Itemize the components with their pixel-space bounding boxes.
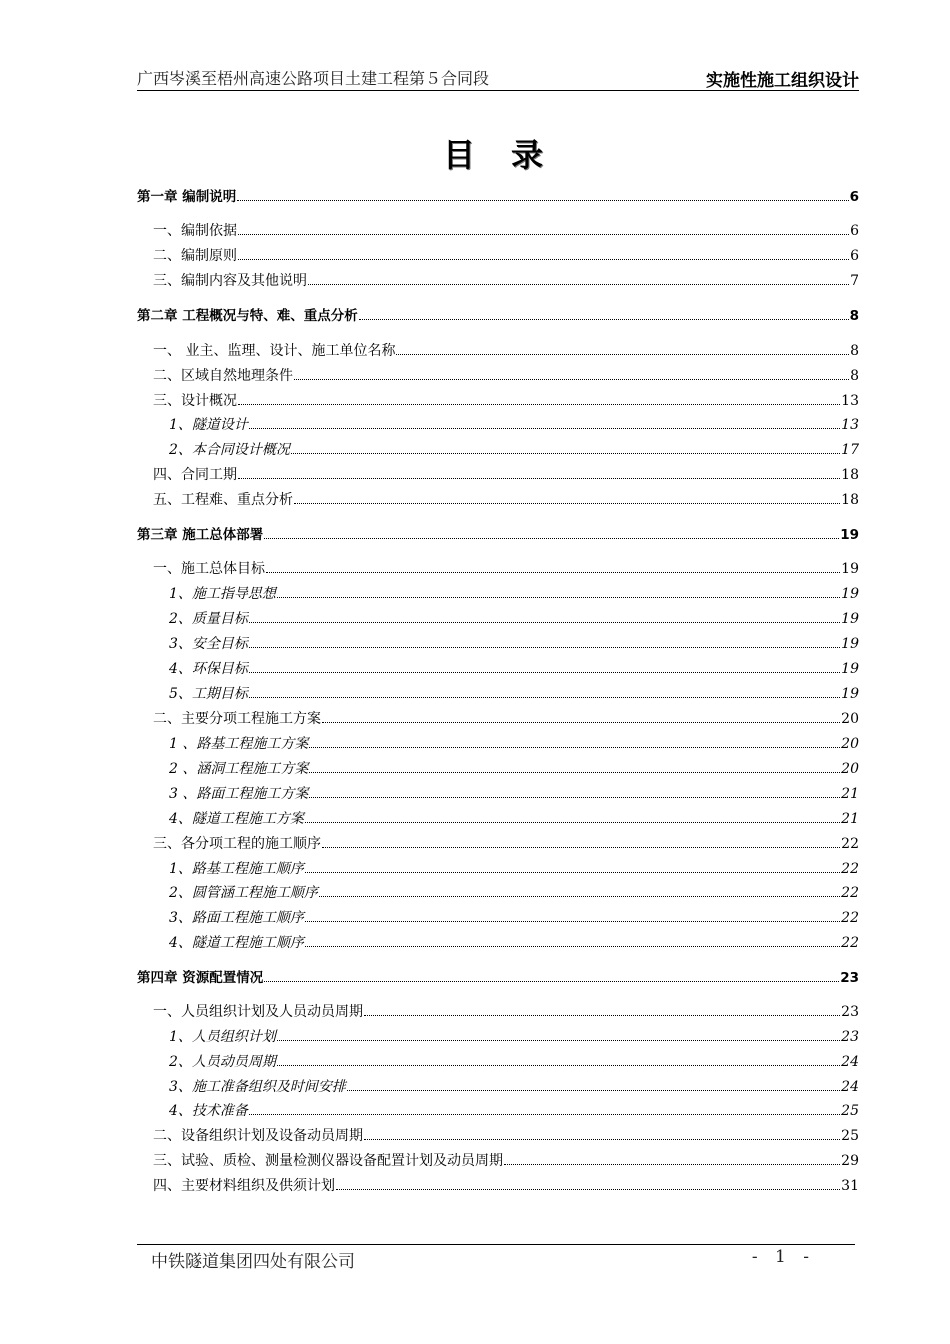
toc-dot-leader — [249, 1114, 840, 1115]
toc-dot-leader — [277, 597, 840, 598]
toc-entry-page-number: 23 — [841, 1004, 859, 1020]
toc-section-entry[interactable] — [137, 220, 859, 240]
toc-subsection-entry[interactable] — [137, 683, 859, 703]
toc-entry-label: 4、技术准备 — [169, 1103, 248, 1119]
toc-entry-label: 1、隧道设计 — [169, 417, 248, 433]
toc-entry-page-number: 19 — [841, 686, 859, 702]
toc-entry-label: 二、区域自然地理条件 — [153, 368, 293, 384]
toc-section-entry[interactable] — [137, 464, 859, 484]
toc-entry-label: 5、工期目标 — [169, 686, 248, 702]
toc-dot-leader — [504, 1164, 840, 1165]
toc-entry-page-number: 31 — [841, 1178, 859, 1194]
toc-entry-label: 三、试验、质检、测量检测仪器设备配置计划及动员周期 — [153, 1153, 503, 1169]
toc-entry-page-number: 8 — [849, 308, 859, 324]
toc-entry-label: 3、路面工程施工顺序 — [169, 910, 304, 926]
toc-dot-leader — [396, 354, 849, 355]
toc-dot-leader — [238, 404, 840, 405]
toc-entry-page-number: 18 — [841, 467, 859, 483]
toc-entry-label: 一、 业主、监理、设计、施工单位名称 — [153, 343, 396, 359]
header-document-type: 实施性施工组织设计 — [706, 71, 859, 91]
toc-dot-leader — [359, 319, 849, 320]
toc-entry-page-number: 19 — [841, 661, 859, 677]
toc-subsection-entry[interactable] — [137, 1076, 859, 1096]
toc-section-entry[interactable] — [137, 365, 859, 385]
toc-entry-label: 3 、路面工程施工方案 — [169, 786, 309, 802]
toc-entry-label: 4、隧道工程施工顺序 — [169, 935, 304, 951]
toc-entry-label: 1、人员组织计划 — [169, 1029, 276, 1045]
toc-subsection-entry[interactable] — [137, 1051, 859, 1071]
toc-dot-leader — [305, 921, 840, 922]
toc-dot-leader — [294, 503, 840, 504]
toc-entry-page-number: 25 — [841, 1103, 859, 1119]
toc-subsection-entry[interactable] — [137, 808, 859, 828]
toc-section-entry[interactable] — [137, 833, 859, 853]
toc-dot-leader — [264, 981, 839, 982]
page-header — [137, 62, 859, 91]
toc-dot-leader — [249, 697, 840, 698]
toc-dot-leader — [249, 428, 840, 429]
toc-entry-label: 第二章 工程概况与特、难、重点分析 — [137, 308, 358, 324]
toc-subsection-entry[interactable] — [137, 907, 859, 927]
toc-section-entry[interactable] — [137, 489, 859, 509]
toc-entry-page-number: 13 — [841, 417, 859, 433]
toc-entry-label: 二、主要分项工程施工方案 — [153, 711, 321, 727]
toc-subsection-entry[interactable] — [137, 633, 859, 653]
toc-entry-label: 2、质量目标 — [169, 611, 248, 627]
toc-subsection-entry[interactable] — [137, 608, 859, 628]
toc-dot-leader — [309, 747, 840, 748]
toc-dot-leader — [305, 946, 840, 947]
toc-entry-page-number: 22 — [841, 836, 859, 852]
toc-entry-page-number: 8 — [850, 343, 859, 359]
toc-entry-page-number: 22 — [841, 910, 859, 926]
toc-dot-leader — [291, 453, 840, 454]
toc-dot-leader — [308, 284, 849, 285]
toc-chapter-entry[interactable] — [137, 967, 859, 987]
toc-chapter-entry[interactable] — [137, 524, 859, 544]
toc-dot-leader — [319, 896, 840, 897]
toc-entry-label: 三、编制内容及其他说明 — [153, 273, 307, 289]
toc-dot-leader — [294, 379, 849, 380]
toc-subsection-entry[interactable] — [137, 758, 859, 778]
toc-entry-label: 1 、路基工程施工方案 — [169, 736, 309, 752]
toc-entry-label: 1、路基工程施工顺序 — [169, 861, 304, 877]
toc-chapter-entry[interactable] — [137, 186, 859, 206]
toc-subsection-entry[interactable] — [137, 733, 859, 753]
toc-entry-label: 2、圆管涵工程施工顺序 — [169, 885, 318, 901]
toc-subsection-entry[interactable] — [137, 658, 859, 678]
toc-section-entry[interactable] — [137, 1175, 859, 1195]
toc-dot-leader — [336, 1189, 840, 1190]
toc-entry-page-number: 29 — [841, 1153, 859, 1169]
toc-entry-page-number: 17 — [841, 442, 859, 458]
toc-section-entry[interactable] — [137, 1001, 859, 1021]
toc-entry-page-number: 19 — [841, 636, 859, 652]
toc-entry-label: 1、施工指导思想 — [169, 586, 276, 602]
toc-entry-label: 2、人员动员周期 — [169, 1054, 276, 1070]
toc-entry-page-number: 6 — [850, 248, 859, 264]
toc-section-entry[interactable] — [137, 1150, 859, 1170]
toc-entry-page-number: 24 — [841, 1054, 859, 1070]
toc-subsection-entry[interactable] — [137, 439, 859, 459]
toc-entry-page-number: 19 — [841, 611, 859, 627]
toc-entry-label: 第四章 资源配置情况 — [137, 970, 264, 986]
toc-dot-leader — [364, 1139, 840, 1140]
toc-entry-label: 一、施工总体目标 — [153, 561, 265, 577]
toc-subsection-entry[interactable] — [137, 858, 859, 878]
toc-entry-page-number: 21 — [841, 811, 859, 827]
toc-dot-leader — [249, 647, 840, 648]
toc-entry-label: 第三章 施工总体部署 — [137, 527, 264, 543]
toc-entry-page-number: 19 — [841, 586, 859, 602]
toc-entry-page-number: 22 — [841, 935, 859, 951]
toc-entry-page-number: 25 — [841, 1128, 859, 1144]
toc-entry-page-number: 19 — [840, 527, 859, 543]
toc-entry-page-number: 20 — [841, 711, 859, 727]
toc-entry-page-number: 24 — [841, 1079, 859, 1095]
toc-dot-leader — [305, 822, 840, 823]
toc-section-entry[interactable] — [137, 270, 859, 290]
toc-subsection-entry[interactable] — [137, 783, 859, 803]
toc-dot-leader — [238, 234, 849, 235]
toc-subsection-entry[interactable] — [137, 1100, 859, 1120]
toc-title: 目录 — [442, 136, 579, 174]
toc-entry-label: 三、各分项工程的施工顺序 — [153, 836, 321, 852]
footer-company-name: 中铁隧道集团四处有限公司 — [151, 1252, 355, 1272]
toc-entry-label: 3、施工准备组织及时间安排 — [169, 1079, 346, 1095]
toc-chapter-entry[interactable] — [137, 305, 859, 325]
toc-dot-leader — [322, 847, 840, 848]
toc-entry-page-number: 7 — [850, 273, 859, 289]
toc-dot-leader — [322, 722, 840, 723]
toc-dot-leader — [309, 772, 840, 773]
toc-entry-label: 2 、涵洞工程施工方案 — [169, 761, 309, 777]
toc-dot-leader — [277, 1065, 840, 1066]
page-footer — [137, 1244, 855, 1273]
toc-entry-label: 四、主要材料组织及供须计划 — [153, 1178, 335, 1194]
toc-entry-label: 2、本合同设计概况 — [169, 442, 290, 458]
toc-dot-leader — [277, 1040, 840, 1041]
toc-subsection-entry[interactable] — [137, 414, 859, 434]
toc-entry-page-number: 19 — [841, 561, 859, 577]
toc-dot-leader — [266, 572, 840, 573]
toc-dot-leader — [347, 1090, 840, 1091]
toc-section-entry[interactable] — [137, 340, 859, 360]
toc-subsection-entry[interactable] — [137, 882, 859, 902]
toc-entry-page-number: 21 — [841, 786, 859, 802]
toc-entry-page-number: 23 — [840, 970, 859, 986]
toc-section-entry[interactable] — [137, 390, 859, 410]
toc-dot-leader — [249, 622, 840, 623]
toc-entry-page-number: 13 — [841, 393, 859, 409]
toc-entry-page-number: 6 — [849, 189, 859, 205]
toc-entry-label: 3、安全目标 — [169, 636, 248, 652]
toc-entry-page-number: 8 — [850, 368, 859, 384]
toc-entry-page-number: 23 — [841, 1029, 859, 1045]
header-project-title: 广西岑溪至梧州高速公路项目土建工程第５合同段 — [137, 69, 490, 88]
toc-dot-leader — [264, 538, 839, 539]
toc-section-entry[interactable] — [137, 708, 859, 728]
toc-entry-page-number: 20 — [841, 761, 859, 777]
toc-entry-page-number: 18 — [841, 492, 859, 508]
toc-entry-label: 第一章 编制说明 — [137, 189, 237, 205]
toc-entry-label: 4、环保目标 — [169, 661, 248, 677]
toc-section-entry[interactable] — [137, 558, 859, 578]
toc-subsection-entry[interactable] — [137, 1026, 859, 1046]
toc-entry-label: 一、人员组织计划及人员动员周期 — [153, 1004, 363, 1020]
toc-subsection-entry[interactable] — [137, 932, 859, 952]
toc-dot-leader — [238, 259, 849, 260]
toc-section-entry[interactable] — [137, 245, 859, 265]
toc-dot-leader — [364, 1015, 840, 1016]
toc-dot-leader — [309, 797, 840, 798]
toc-entry-label: 二、编制原则 — [153, 248, 237, 264]
toc-entry-label: 二、设备组织计划及设备动员周期 — [153, 1128, 363, 1144]
toc-section-entry[interactable] — [137, 1125, 859, 1145]
toc-entry-label: 五、工程难、重点分析 — [153, 492, 293, 508]
toc-entry-label: 四、合同工期 — [153, 467, 237, 483]
toc-entry-page-number: 22 — [841, 861, 859, 877]
toc-entry-page-number: 20 — [841, 736, 859, 752]
toc-dot-leader — [305, 872, 840, 873]
toc-entry-label: 三、设计概况 — [153, 393, 237, 409]
toc-dot-leader — [238, 478, 840, 479]
toc-dot-leader — [249, 672, 840, 673]
toc-dot-leader — [237, 200, 848, 201]
toc-entry-label: 一、编制依据 — [153, 223, 237, 239]
toc-subsection-entry[interactable] — [137, 583, 859, 603]
toc-entry-page-number: 6 — [850, 223, 859, 239]
toc-entry-label: 4、隧道工程施工方案 — [169, 811, 304, 827]
page-number: - 1 - — [751, 1247, 815, 1267]
toc-entry-page-number: 22 — [841, 885, 859, 901]
